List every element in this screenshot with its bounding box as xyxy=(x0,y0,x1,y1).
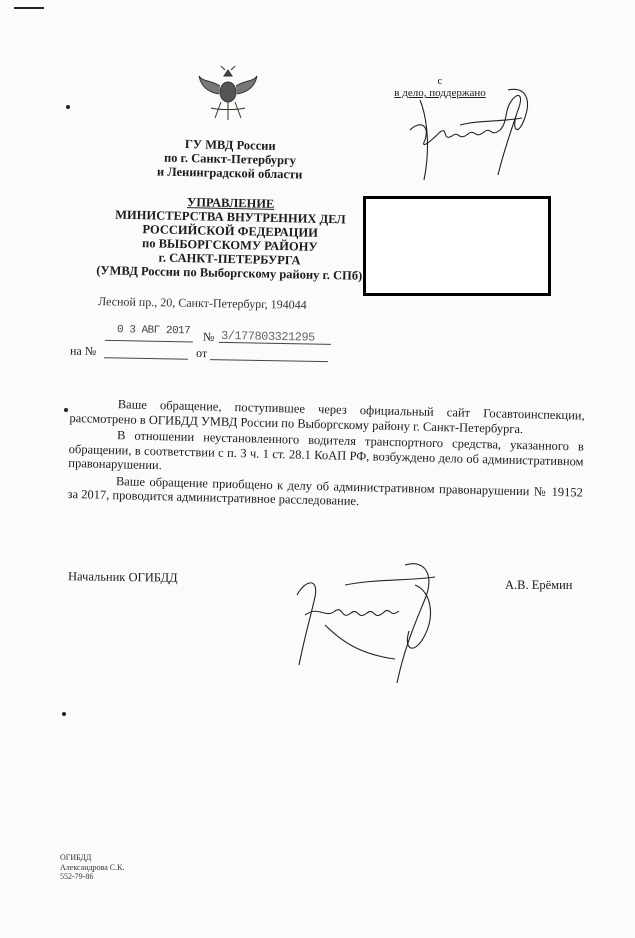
header-line: ГУ МВД России xyxy=(184,137,276,153)
header-line: по ВЫБОРГСКОМУ РАЙОНУ xyxy=(141,236,318,254)
footer-line: Александрова С.К. xyxy=(60,862,125,872)
resolution-line: в дело, поддержано xyxy=(394,87,486,99)
agency-header xyxy=(80,135,381,183)
date-stamp: 0 3 АВГ 2017 xyxy=(116,324,191,338)
header-line: г. САНКТ-ПЕТЕРБУРГА xyxy=(158,250,301,268)
signatory-title: Начальник ОГИБДД xyxy=(67,569,178,585)
header-line: и Ленинградской области xyxy=(156,164,303,182)
outgoing-number: 3/177803321295 xyxy=(220,328,315,345)
header-line: РОССИЙСКОЙ ФЕДЕРАЦИИ xyxy=(142,222,319,240)
reference-row xyxy=(70,344,340,369)
letter-body xyxy=(67,396,584,516)
address: Лесной пр., 20, Санкт-Петербург, 194044 xyxy=(97,294,307,312)
body-paragraph: Ваше обращение, поступившее через официальный сайт Госавтоинспекции, рассмотрено в ОГИБДД УМВД России по Выборгскому району г. Санкт-Петербурга. xyxy=(69,397,585,436)
header-line: по г. Санкт-Петербургу xyxy=(163,150,297,168)
footer-line: 552-79-86 xyxy=(60,872,94,881)
ref-label: на № xyxy=(69,343,97,359)
punch-hole-mark xyxy=(64,408,68,412)
redacted-recipient-box xyxy=(363,196,551,296)
scan-mark xyxy=(14,7,44,9)
header-line: УПРАВЛЕНИЕ xyxy=(186,195,275,211)
resolution-line: с xyxy=(437,75,443,87)
punch-hole-mark xyxy=(62,712,66,716)
header-line: МИНИСТЕРСТВА ВНУТРЕННИХ ДЕЛ xyxy=(115,207,346,227)
header-line: (УМВД России по Выборгскому району г. СПб) xyxy=(96,263,363,283)
punch-hole-mark xyxy=(66,105,70,109)
handwritten-signature xyxy=(285,555,455,690)
police-emblem-icon xyxy=(197,62,259,122)
signatory-name: А.В. Ерёмин xyxy=(505,578,573,592)
number-label: № xyxy=(202,329,215,344)
executor-info xyxy=(60,853,124,882)
body-paragraph: Ваше обращение приобщено к делу об административном правонарушении № 19152 за 2017, проводится административное расследование. xyxy=(67,473,583,509)
department-header xyxy=(79,193,381,283)
ref-from-label: от xyxy=(195,345,208,361)
footer-line: ОГИБДД xyxy=(60,853,92,862)
body-paragraph: В отношении неустановленного водителя транспортного средства, указанного в обращении, в соответствии с п. 3 ч. 1 ст. 28.1 КоАП РФ, возбуждено дело об административном правонарушении. xyxy=(68,428,585,473)
resolution-signature xyxy=(400,80,540,190)
